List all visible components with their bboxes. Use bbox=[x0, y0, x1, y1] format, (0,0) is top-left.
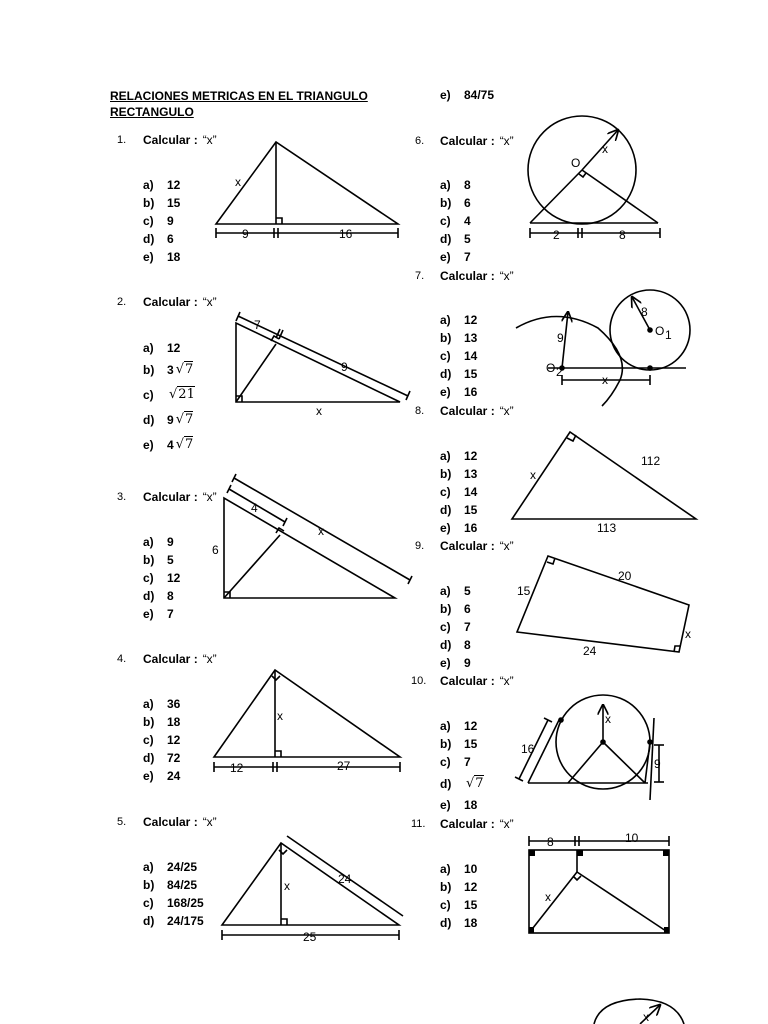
prompt-label: Calcular : bbox=[143, 815, 198, 829]
prompt-target: “x” bbox=[499, 134, 514, 148]
option-key: a) bbox=[143, 178, 154, 192]
figure-9 bbox=[517, 556, 689, 652]
prompt-target: “x” bbox=[499, 817, 514, 831]
option-value: 24/175 bbox=[167, 914, 204, 928]
option-key: a) bbox=[143, 341, 154, 355]
option-value: 12 bbox=[167, 733, 181, 747]
fig11-a-label: 8 bbox=[547, 835, 554, 849]
figure-6 bbox=[528, 116, 660, 238]
prompt-label: Calcular : bbox=[440, 674, 495, 688]
fig5-x-label: x bbox=[284, 879, 290, 893]
option-value: 12 bbox=[167, 571, 181, 585]
option-key: e) bbox=[143, 250, 154, 264]
option-value: 14 bbox=[464, 485, 478, 499]
option-key: e) bbox=[440, 385, 451, 399]
option-value: 18 bbox=[464, 798, 478, 812]
fig8-hyp-label: 112 bbox=[641, 454, 661, 468]
option-value: 15 bbox=[464, 737, 478, 751]
option-value: 10 bbox=[464, 862, 478, 876]
fig2-a-label: 7 bbox=[254, 318, 261, 332]
option-key: c) bbox=[440, 214, 451, 228]
option-value: 8 bbox=[464, 178, 471, 192]
prompt-label: Calcular : bbox=[440, 817, 495, 831]
option-value: 7 bbox=[167, 607, 174, 621]
fig2-b-label: 9 bbox=[341, 360, 348, 374]
option-key: e) bbox=[143, 769, 154, 783]
fig9-x-label: x bbox=[685, 627, 691, 641]
fig7-x-label: x bbox=[602, 373, 608, 387]
option-value: 14 bbox=[464, 349, 478, 363]
option-value: 12 bbox=[464, 719, 478, 733]
option-key: a) bbox=[440, 584, 451, 598]
option-value: 12 bbox=[167, 341, 181, 355]
fig3-x-label: x bbox=[318, 524, 324, 538]
option-key: d) bbox=[143, 751, 155, 765]
figure-11 bbox=[529, 836, 669, 933]
option-value: 8 bbox=[464, 638, 471, 652]
prompt-label: Calcular : bbox=[440, 404, 495, 418]
fig7-o2-label: O bbox=[546, 361, 556, 375]
option-key: d) bbox=[440, 232, 452, 246]
option-value: 5 bbox=[464, 584, 471, 598]
question-number: 4. bbox=[117, 653, 127, 665]
option-key: b) bbox=[440, 880, 452, 894]
option-value: 8 bbox=[167, 589, 174, 603]
sqrt-expression: √7 bbox=[175, 361, 194, 377]
option-value: 15 bbox=[464, 503, 478, 517]
question-number: 7. bbox=[415, 270, 425, 282]
option-value: 24 bbox=[167, 769, 181, 783]
figure-5 bbox=[222, 836, 403, 940]
fig8-x-label: x bbox=[530, 468, 536, 482]
option-key: d) bbox=[440, 503, 452, 517]
option-key: b) bbox=[440, 602, 452, 616]
prompt-target: “x” bbox=[499, 269, 514, 283]
carry-over-option: e) 84/75 bbox=[440, 88, 495, 102]
option-key: c) bbox=[143, 387, 154, 402]
prompt-label: Calcular : bbox=[440, 539, 495, 553]
option-key: b) bbox=[440, 467, 452, 481]
option-key: d) bbox=[143, 589, 155, 603]
option-value: 72 bbox=[167, 751, 181, 765]
option-key: b) bbox=[440, 737, 452, 751]
option-key: c) bbox=[440, 898, 451, 912]
fig5-base-label: 25 bbox=[303, 930, 317, 944]
option-value: 9 bbox=[167, 535, 174, 549]
option-key: b) bbox=[143, 196, 155, 210]
fig7-r2-label: 8 bbox=[641, 305, 648, 319]
option-value: 13 bbox=[464, 467, 478, 481]
option-key: d) bbox=[440, 916, 452, 930]
option-key: e) bbox=[440, 521, 451, 535]
option-value: 15 bbox=[464, 898, 478, 912]
option-key: e) bbox=[440, 798, 451, 812]
fig9-a-label: 15 bbox=[517, 584, 531, 598]
prompt-label: Calcular : bbox=[440, 134, 495, 148]
option-value: 15 bbox=[167, 196, 181, 210]
fig1-seg1-label: 9 bbox=[242, 227, 249, 241]
sqrt-radicand: 7 bbox=[184, 411, 194, 427]
figure-2 bbox=[236, 312, 410, 402]
option-value: 9 bbox=[464, 656, 471, 670]
fig8-base-label: 113 bbox=[597, 521, 617, 535]
fig7-o2-sub: 2 bbox=[556, 365, 563, 379]
figure-10 bbox=[515, 695, 664, 800]
option-value: 18 bbox=[167, 250, 181, 264]
prompt-target: “x” bbox=[202, 295, 217, 309]
fig11-x-label: x bbox=[545, 890, 551, 904]
fig4-seg2-label: 27 bbox=[337, 759, 351, 773]
sqrt-radicand: 7 bbox=[475, 775, 484, 791]
fig1-seg2-label: 16 bbox=[339, 227, 353, 241]
option-value: 16 bbox=[464, 385, 478, 399]
option-key: d) bbox=[143, 914, 155, 928]
prompt-label: Calcular : bbox=[143, 490, 198, 504]
option-key: c) bbox=[440, 620, 451, 634]
option-value: 15 bbox=[464, 367, 478, 381]
prompt-label: Calcular : bbox=[143, 133, 198, 147]
option-value: 7 bbox=[464, 620, 471, 634]
option-value: 18 bbox=[167, 715, 181, 729]
option-value: 5 bbox=[167, 553, 174, 567]
prompt-label: Calcular : bbox=[143, 652, 198, 666]
question-number: 10. bbox=[411, 675, 427, 687]
question-number: 6. bbox=[415, 135, 425, 147]
figure-1 bbox=[216, 142, 398, 238]
option-key: a) bbox=[440, 313, 451, 327]
option-value: 4 bbox=[167, 437, 174, 452]
sqrt-radicand: 21 bbox=[178, 386, 195, 402]
option-key: a) bbox=[440, 719, 451, 733]
option-key: d) bbox=[143, 412, 155, 427]
fig3-a-label: 4 bbox=[251, 501, 258, 515]
option-value: 9 bbox=[167, 214, 174, 228]
option-key: b) bbox=[143, 715, 155, 729]
option-key: e) bbox=[143, 437, 154, 452]
option-value: 13 bbox=[464, 331, 478, 345]
fig7-o1-sub: 1 bbox=[665, 328, 672, 342]
option-key: e) bbox=[143, 607, 154, 621]
option-value: 36 bbox=[167, 697, 181, 711]
fig3-h-label: 6 bbox=[212, 543, 219, 557]
fig2-x-label: x bbox=[316, 404, 322, 418]
option-value: 6 bbox=[167, 232, 174, 246]
option-value: 4 bbox=[464, 214, 471, 228]
fig11-b-label: 10 bbox=[625, 831, 639, 845]
sqrt-expression: √7 bbox=[466, 775, 484, 791]
option-key: a) bbox=[440, 178, 451, 192]
option-key: e) bbox=[440, 656, 451, 670]
question-number: 1. bbox=[117, 134, 127, 146]
option-value: 7 bbox=[464, 250, 471, 264]
option-value: 5 bbox=[464, 232, 471, 246]
fig10-a-label: 16 bbox=[521, 742, 535, 756]
fig9-c-label: 24 bbox=[583, 644, 597, 658]
option-key: b) bbox=[143, 362, 155, 377]
question-number: 8. bbox=[415, 405, 425, 417]
fig7-o1-label: O bbox=[655, 324, 665, 338]
fig5-side-label: 24 bbox=[338, 872, 352, 886]
option-key: b) bbox=[440, 331, 452, 345]
sqrt-expression: √7 bbox=[175, 411, 194, 427]
prompt-target: “x” bbox=[202, 133, 217, 147]
option-value: 12 bbox=[464, 449, 478, 463]
option-key: a) bbox=[143, 535, 154, 549]
fig4-x-label: x bbox=[277, 709, 283, 723]
question-number: 2. bbox=[117, 296, 127, 308]
option-value: 84/25 bbox=[167, 878, 198, 892]
option-key: c) bbox=[440, 485, 451, 499]
option-value: 6 bbox=[464, 196, 471, 210]
option-key: b) bbox=[143, 878, 155, 892]
question-number: 9. bbox=[415, 540, 425, 552]
option-key: d) bbox=[440, 638, 452, 652]
option-value: 16 bbox=[464, 521, 478, 535]
option-value: 9 bbox=[167, 412, 174, 427]
option-key: d) bbox=[143, 232, 155, 246]
prompt-target: “x” bbox=[499, 674, 514, 688]
prompt-target: “x” bbox=[202, 815, 217, 829]
option-value: 24/25 bbox=[167, 860, 198, 874]
prompt-target: “x” bbox=[202, 652, 217, 666]
fig6-o-label: O bbox=[571, 156, 581, 170]
fig6-seg1-label: 2 bbox=[553, 228, 560, 242]
figure-8 bbox=[512, 432, 696, 519]
prompt-label: Calcular : bbox=[143, 295, 198, 309]
prompt-label: Calcular : bbox=[440, 269, 495, 283]
question-number: 5. bbox=[117, 816, 127, 828]
figure-4 bbox=[214, 670, 400, 772]
option-key: c) bbox=[143, 214, 154, 228]
footer-x-label: x bbox=[643, 1010, 649, 1024]
option-value: 7 bbox=[464, 755, 471, 769]
fig6-x-label: x bbox=[602, 142, 608, 156]
option-key: a) bbox=[440, 862, 451, 876]
prompt-target: “x” bbox=[202, 490, 217, 504]
option-key: c) bbox=[143, 896, 154, 910]
sqrt-radicand: 7 bbox=[184, 361, 194, 377]
option-key: c) bbox=[143, 733, 154, 747]
fig6-seg2-label: 8 bbox=[619, 228, 626, 242]
option-key: b) bbox=[440, 196, 452, 210]
sqrt-radicand: 7 bbox=[184, 436, 194, 452]
option-key: e) bbox=[440, 250, 451, 264]
figure-7 bbox=[516, 290, 690, 406]
fig9-b-label: 20 bbox=[618, 569, 632, 583]
prompt-target: “x” bbox=[499, 539, 514, 553]
sqrt-expression: √7 bbox=[175, 436, 194, 452]
option-value: 12 bbox=[464, 880, 478, 894]
option-key: a) bbox=[143, 860, 154, 874]
fig10-b-label: 9 bbox=[654, 757, 661, 771]
option-key: d) bbox=[440, 367, 452, 381]
question-number: 3. bbox=[117, 491, 127, 503]
fig1-x-label: x bbox=[235, 175, 241, 189]
option-key: c) bbox=[440, 755, 451, 769]
fig4-seg1-label: 12 bbox=[230, 761, 244, 775]
sqrt-expression: √21 bbox=[169, 386, 195, 402]
option-key: a) bbox=[440, 449, 451, 463]
footer-figure bbox=[594, 999, 684, 1024]
fig10-x-label: x bbox=[605, 712, 611, 726]
prompt-target: “x” bbox=[499, 404, 514, 418]
option-key: d) bbox=[440, 776, 452, 791]
option-value: 168/25 bbox=[167, 896, 204, 910]
option-key: c) bbox=[440, 349, 451, 363]
fig7-r1-label: 9 bbox=[557, 331, 564, 345]
option-key: c) bbox=[143, 571, 154, 585]
option-key: a) bbox=[143, 697, 154, 711]
option-key: b) bbox=[143, 553, 155, 567]
question-number: 11. bbox=[411, 818, 426, 830]
option-value: 18 bbox=[464, 916, 478, 930]
option-value: 3 bbox=[167, 362, 174, 377]
page-title: RELACIONES METRICAS EN EL TRIANGULO RECTANGULO bbox=[110, 89, 368, 119]
option-value: 6 bbox=[464, 602, 471, 616]
option-value: 12 bbox=[167, 178, 181, 192]
option-value: 12 bbox=[464, 313, 478, 327]
